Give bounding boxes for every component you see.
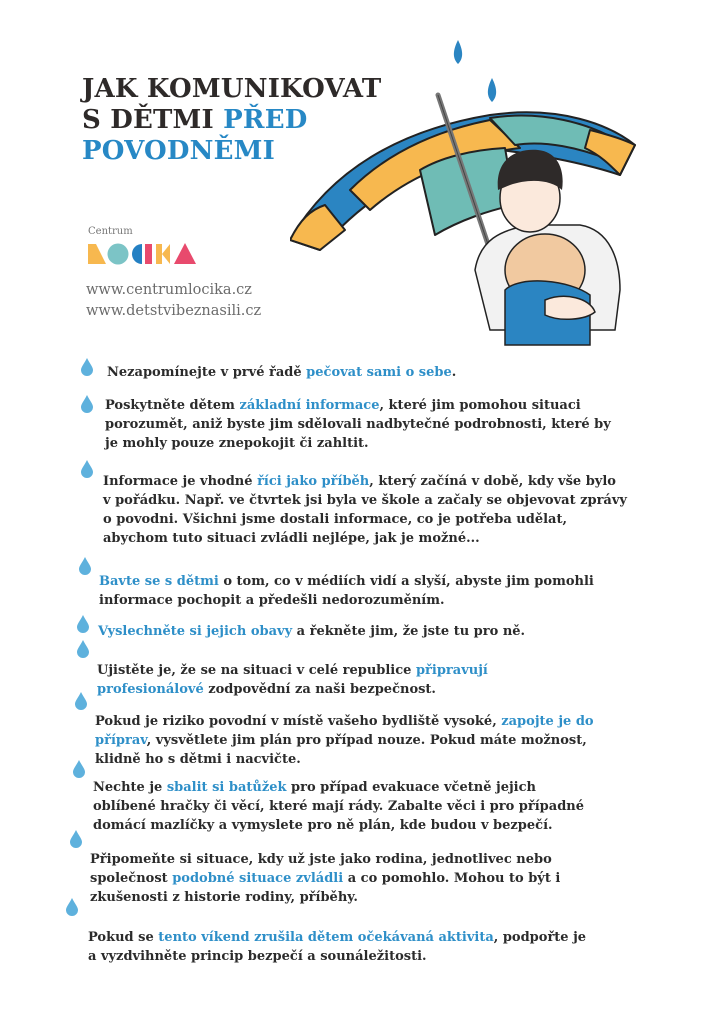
water-drop-bullet-icon [81, 358, 93, 376]
tip-item [97, 661, 597, 699]
tip-text: , které jim pomohou situaci porozumět, aniž byste jim sdělovali nadbytečné podrobnosti, které by je mohly pouze znepokojit či zahltit. [105, 398, 611, 451]
tip-item [88, 928, 598, 966]
tip-highlight: zapojte je do příprav [95, 714, 594, 748]
tip-item [103, 472, 628, 548]
tip-text: o tom, co v médiích vidí a slyší, abyste jim pomohli informace pochopit a předešli nedorozuměním. [99, 574, 594, 608]
tip-text: , podpořte je a vyzdvihněte princip bezpečí a sounáležitosti. [88, 930, 587, 964]
tip-text: Nechte je [93, 780, 167, 795]
tip-text: a řekněte jim, že jste tu pro ně. [292, 624, 526, 639]
tip-text: pro případ evakuace včetně jejich oblíbené hračky či věcí, které mají rády. Zabalte věci i pro případné domácí mazlíčky a vymyslete pro ně plán, kde budou v bezpečí. [93, 780, 585, 833]
tip-highlight: říci jako příběh [257, 474, 370, 489]
water-drop-bullet-icon [70, 830, 82, 848]
water-drop-bullet-icon [77, 640, 89, 658]
tip-text: zodpovědní za naši bezpečnost. [203, 682, 436, 697]
logo-small-text: Centrum [88, 226, 133, 237]
tip-highlight: pečovat sami o sebe [306, 365, 452, 380]
tip-item [95, 712, 600, 769]
tip-text: Připomeňte si situace, kdy už jste jako rodina, jednotlivec nebo společnost [90, 852, 552, 886]
tip-highlight: Bavte se s dětmi [99, 574, 219, 589]
water-drop-bullet-icon [66, 898, 78, 916]
tip-text: . [451, 365, 457, 380]
tip-item [107, 363, 607, 382]
tip-highlight: podobné situace zvládli [172, 871, 344, 886]
link-centrumlocika[interactable]: www.centrumlocika.cz [86, 282, 252, 298]
title-line-3: POVODNĚMI [82, 136, 275, 166]
title-line-2-dark: S DĚTMI [82, 105, 224, 135]
tip-text: Informace je vhodné [103, 474, 258, 489]
tip-text: a co pomohlo. Mohou to být i zkušenosti z historie rodiny, příběhy. [90, 871, 561, 905]
water-drop-bullet-icon [81, 460, 93, 478]
water-drop-bullet-icon [79, 557, 91, 575]
tip-item [105, 396, 625, 453]
water-drop-bullet-icon [81, 395, 93, 413]
water-drop-bullet-icon [73, 760, 85, 778]
tip-item [99, 572, 599, 610]
tip-text: , vysvětlete jim plán pro případ nouze. Pokud máte možnost, klidně ho s dětmi i nacvičte. [95, 733, 587, 767]
tip-text: Poskytněte dětem [105, 398, 240, 413]
tip-highlight: Vyslechněte si jejich obavy [98, 624, 293, 639]
tip-text: , který začíná v době, kdy vše bylo v pořádku. Např. ve čtvrtek jsi byla ve škole a začaly se objevovat zprávy o povodni. Všichni jsme dostali informace, co je potřeba udělat, abychom tuto situaci zvládli nejlépe, jak je možné... [103, 474, 627, 546]
water-drop-bullet-icon [77, 615, 89, 633]
link-detstvibeznasili[interactable]: www.detstvibeznasili.cz [86, 303, 262, 319]
tip-item [98, 622, 598, 641]
tip-text: Pokud je riziko povodní v místě vašeho bydliště vysoké, [95, 714, 502, 729]
tip-item [93, 778, 598, 835]
water-drop-bullet-icon [75, 692, 87, 710]
title-line-2-blue: PŘED [223, 105, 308, 135]
tip-highlight: připravují profesionálové [97, 663, 488, 697]
tip-text: Pokud se [88, 930, 159, 945]
tip-text: Nezapomínejte v prvé řadě [107, 365, 307, 380]
title-line-1: JAK KOMUNIKOVAT [82, 74, 382, 104]
tip-item [90, 850, 630, 907]
tip-highlight: základní informace [239, 398, 380, 413]
tip-text: Ujistěte je, že se na situaci v celé republice [97, 663, 416, 678]
tip-highlight: sbalit si batůžek [166, 780, 287, 795]
tip-highlight: tento víkend zrušila dětem očekávaná aktivita [158, 930, 494, 945]
